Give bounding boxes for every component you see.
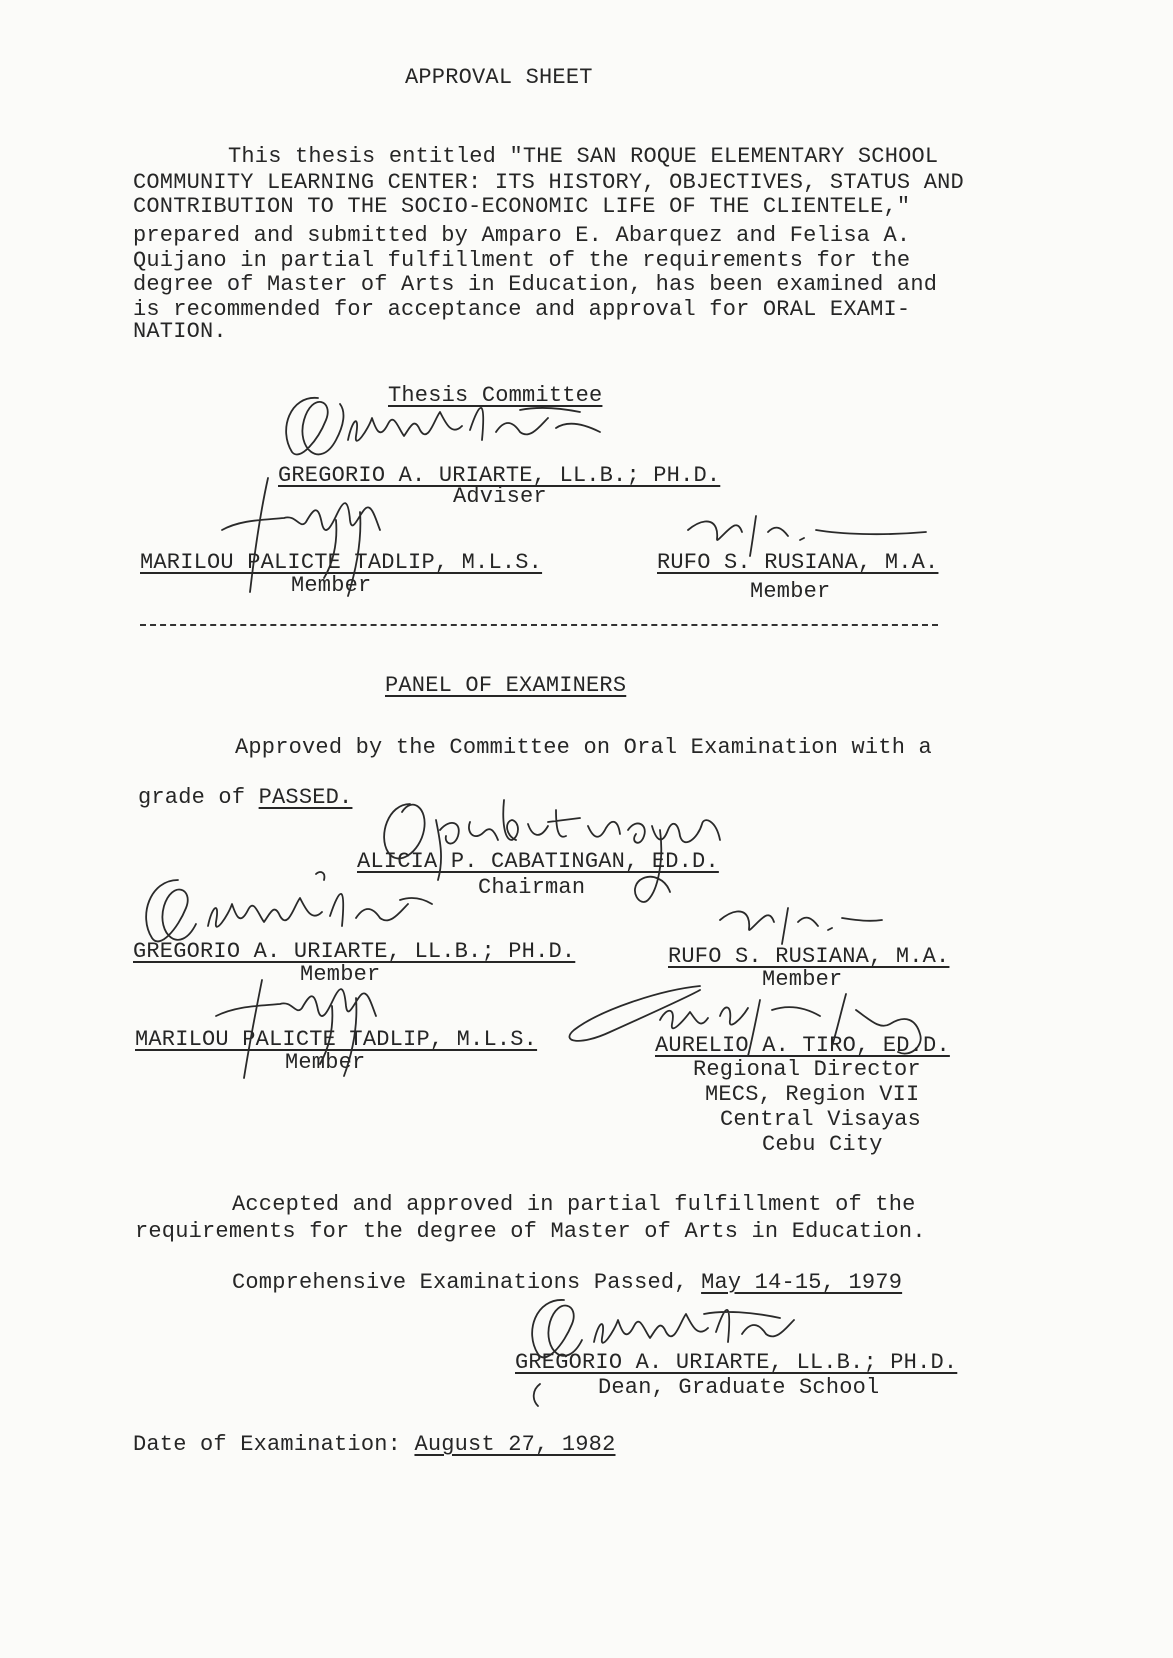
- body-line: prepared and submitted by Amparo E. Abarquez and Felisa A.: [133, 223, 911, 248]
- regional-director-name: AURELIO A. TIRO, ED.D.: [655, 1033, 950, 1058]
- comprehensive-exam-line: [232, 1272, 902, 1294]
- body-line: is recommended for acceptance and approval for ORAL EXAMI-: [133, 297, 911, 322]
- regional-director-office: MECS, Region VII: [705, 1082, 920, 1107]
- body-line: CONTRIBUTION TO THE SOCIO-ECONOMIC LIFE OF THE CLIENTELE,": [133, 194, 911, 219]
- chairman-name: ALICIA P. CABATINGAN, ED.D.: [357, 849, 719, 874]
- regional-director-title: Regional Director: [693, 1057, 921, 1082]
- grade-prefix: grade of: [138, 785, 259, 810]
- dean-name: GREGORIO A. URIARTE, LL.B.; PH.D.: [515, 1350, 958, 1375]
- adviser-role: Adviser: [453, 484, 547, 509]
- regional-director-region: Central Visayas: [720, 1107, 922, 1132]
- signature-rusiana-panel: [720, 908, 882, 944]
- committee-member-name: MARILOU PALICTE TADLIP, M.L.S.: [140, 550, 543, 575]
- acceptance-line: requirements for the degree of Master of Arts in Education.: [135, 1219, 926, 1244]
- body-line: Quijano in partial fulfillment of the requirements for the: [133, 248, 911, 273]
- body-line: This thesis entitled "THE SAN ROQUE ELEMENTARY SCHOOL: [228, 144, 939, 169]
- approval-line: Approved by the Committee on Oral Examination with a: [235, 735, 932, 760]
- comprehensive-label: Comprehensive Examinations Passed,: [232, 1270, 702, 1295]
- committee-member-role: Member: [291, 573, 372, 598]
- page-title: APPROVAL SHEET: [405, 65, 593, 90]
- comprehensive-date: May 14-15, 1979: [701, 1270, 903, 1295]
- signature-uriarte-panel: [146, 872, 432, 941]
- panel-member-role: Member: [285, 1050, 366, 1075]
- adviser-name: GREGORIO A. URIARTE, LL.B.; PH.D.: [278, 463, 721, 488]
- regional-director-city: Cebu City: [762, 1132, 883, 1157]
- body-line: degree of Master of Arts in Education, has been examined and: [133, 272, 938, 297]
- exam-date-label: Date of Examination:: [133, 1432, 415, 1457]
- body-line: COMMUNITY LEARNING CENTER: ITS HISTORY, OBJECTIVES, STATUS AND: [133, 170, 964, 195]
- chairman-role: Chairman: [478, 875, 586, 900]
- dean-title: Dean, Graduate School: [598, 1375, 880, 1400]
- grade-line: [138, 787, 352, 809]
- exam-date-line: [133, 1434, 616, 1456]
- exam-date-value: August 27, 1982: [414, 1432, 616, 1457]
- body-line: NATION.: [133, 319, 227, 344]
- committee-member-role: Member: [750, 579, 831, 604]
- acceptance-line: Accepted and approved in partial fulfillment of the: [232, 1192, 916, 1217]
- panel-member-role: Member: [762, 967, 843, 992]
- panel-member-name: RUFO S. RUSIANA, M.A.: [668, 944, 950, 969]
- panel-member-role: Member: [300, 962, 381, 987]
- section-divider: [140, 624, 938, 626]
- thesis-committee-heading: Thesis Committee: [388, 383, 603, 408]
- panel-member-name: GREGORIO A. URIARTE, LL.B.; PH.D.: [133, 939, 576, 964]
- panel-member-name: MARILOU PALICTE TADLIP, M.L.S.: [135, 1027, 538, 1052]
- committee-member-name: RUFO S. RUSIANA, M.A.: [657, 550, 939, 575]
- grade-value: PASSED.: [258, 785, 353, 810]
- panel-heading: PANEL OF EXAMINERS: [385, 673, 627, 698]
